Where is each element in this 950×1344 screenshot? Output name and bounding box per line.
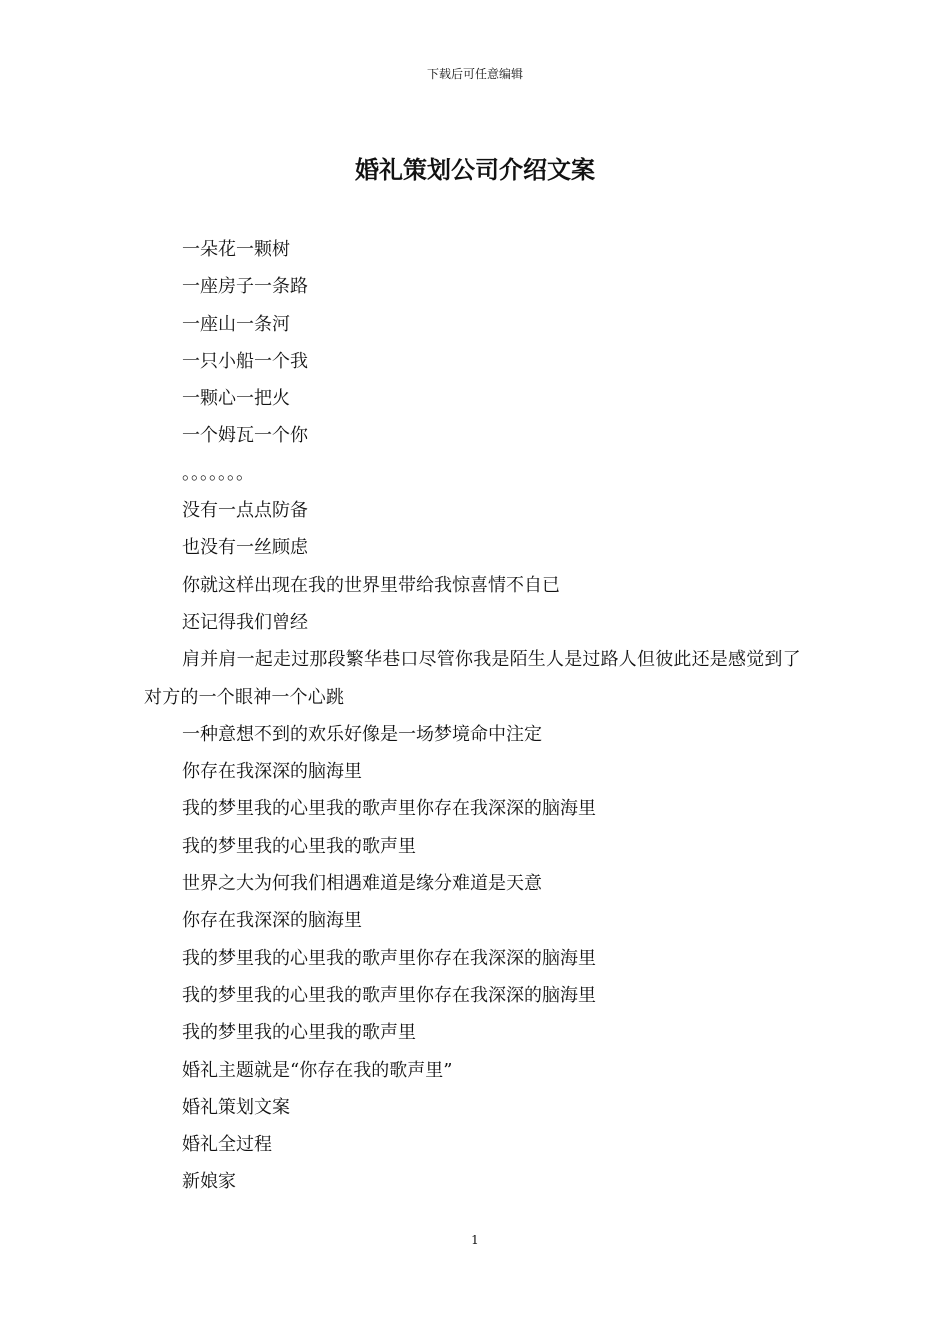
paragraph: 我的梦里我的心里我的歌声里: [182, 835, 416, 857]
paragraph: 没有一点点防备: [182, 500, 308, 522]
paragraph: 你就这样出现在我的世界里带给我惊喜情不自已: [182, 574, 560, 596]
paragraph: 一个姆瓦一个你: [182, 425, 308, 447]
paragraph: 一只小船一个我: [182, 350, 308, 372]
paragraph: 你存在我深深的脑海里: [182, 761, 362, 783]
paragraph: 我的梦里我的心里我的歌声里你存在我深深的脑海里: [182, 984, 596, 1006]
paragraph: 我的梦里我的心里我的歌声里你存在我深深的脑海里: [182, 798, 596, 820]
paragraph: 肩并肩一起走过那段繁华巷口尽管你我是陌生人是过路人但彼此还是感觉到了对方的一个眼神一个心跳: [144, 649, 801, 708]
paragraph: 婚礼策划文案: [182, 1096, 290, 1118]
document-title: 婚礼策划公司介绍文案: [355, 155, 595, 184]
paragraph: 一种意想不到的欢乐好像是一场梦境命中注定: [182, 723, 542, 745]
paragraph: 一朵花一颗树: [182, 239, 290, 260]
page-number: 1: [471, 1233, 479, 1247]
paragraph: 一座房子一条路: [182, 276, 308, 298]
paragraph: 一颗心一把火: [182, 388, 290, 410]
paragraph: 新娘家: [182, 1171, 236, 1193]
paragraph: 也没有一丝顾虑: [182, 537, 308, 559]
page-header-note: 下载后可任意编辑: [426, 67, 523, 81]
paragraph: 你存在我深深的脑海里: [182, 910, 362, 932]
paragraph: 婚礼全过程: [182, 1134, 272, 1156]
paragraph: 我的梦里我的心里我的歌声里: [182, 1022, 416, 1044]
paragraph: 我的梦里我的心里我的歌声里你存在我深深的脑海里: [182, 947, 596, 969]
paragraph: 还记得我们曾经: [182, 611, 308, 633]
paragraph: 婚礼主题就是“你存在我的歌声里”: [182, 1059, 453, 1081]
paragraph: 世界之大为何我们相遇难道是缘分难道是天意: [182, 873, 542, 895]
paragraph: 。。。。。。。: [182, 462, 254, 484]
document-body: [144, 231, 816, 1201]
paragraph: 一座山一条河: [182, 313, 290, 335]
